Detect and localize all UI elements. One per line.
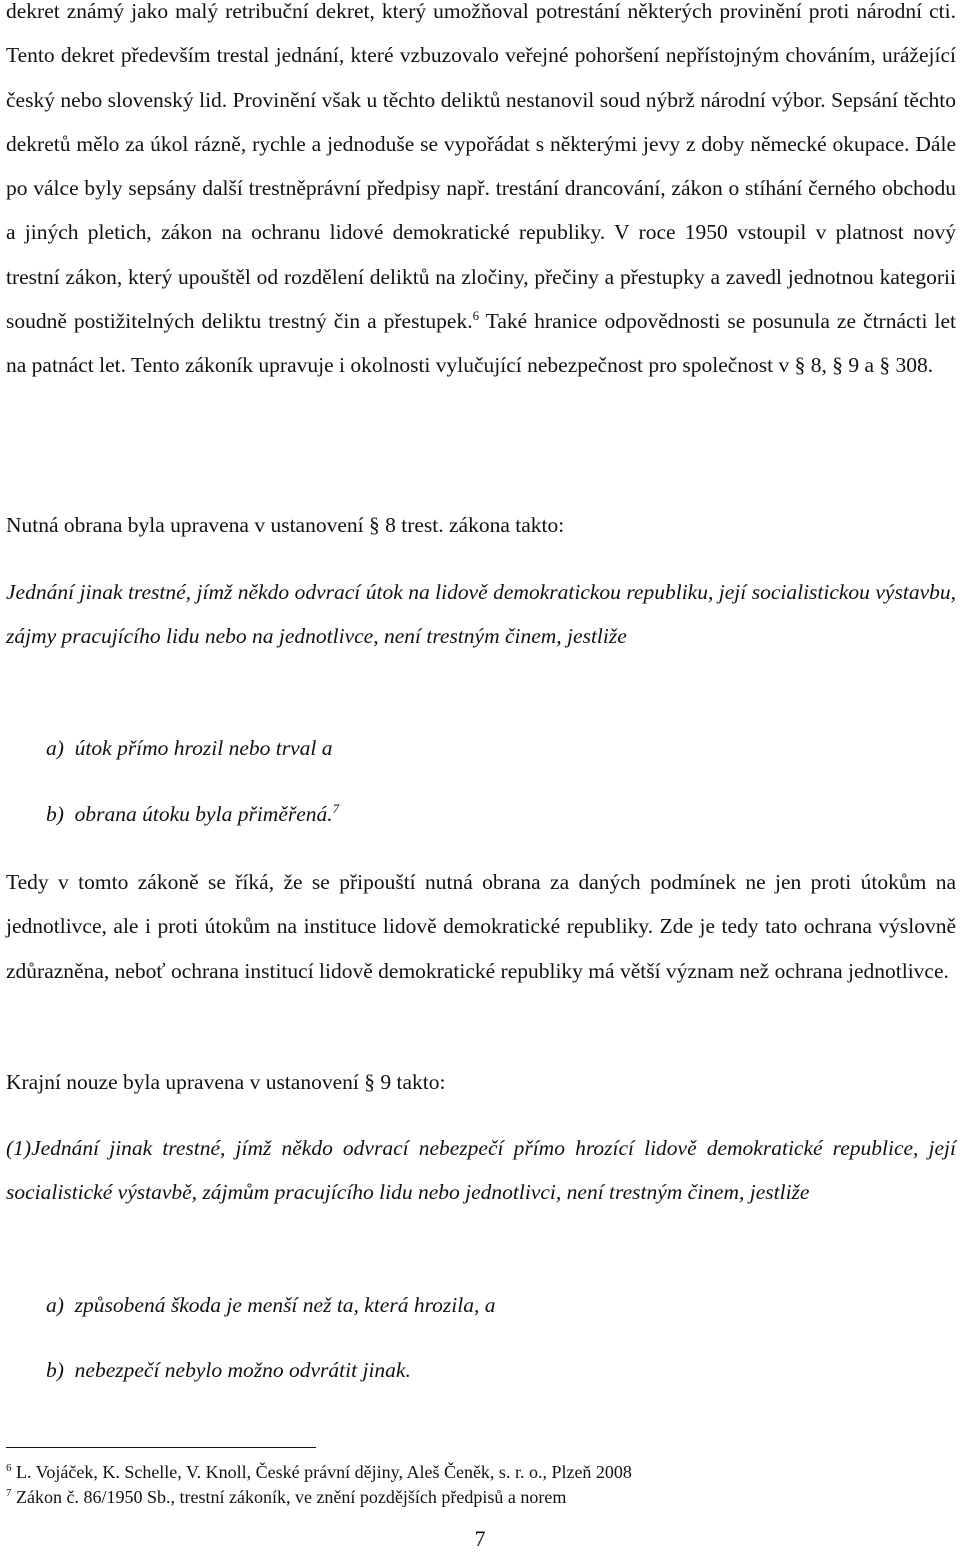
list-item-label: b) — [46, 802, 64, 826]
list-item-text: nebezpečí nebylo možno odvrátit jinak. — [74, 1358, 411, 1382]
page-number: 7 — [474, 1526, 486, 1551]
footnote-6 — [6, 1461, 632, 1483]
list-item-text: útok přímo hrozil nebo trval a — [74, 736, 333, 760]
list-item-label: a) — [46, 736, 64, 760]
list-item-8b — [46, 799, 339, 829]
paragraph-history-text-cont: Také hranice odpovědnosti se posunula ze čtrnácti let na patnáct let. Tento zákoník upravuje i okolnosti vylučující nebezpečnost pro společnost v § 8, § 9 a § 308. — [6, 309, 956, 378]
footnote-ref-7: 7 — [332, 800, 340, 816]
footnote-text: Zákon č. 86/1950 Sb., trestní zákoník, ve znění pozdějších předpisů a norem — [16, 1487, 567, 1507]
footnote-number: 6 — [6, 1462, 12, 1474]
paragraph-krajni-nouze-intro: Krajní nouze byla upravena v ustanovení § 9 takto: — [6, 1070, 446, 1094]
footnote-7 — [6, 1486, 566, 1508]
list-item-text: způsobená škoda je menší než ta, která hrozila, a — [74, 1293, 496, 1317]
list-item-text: obrana útoku byla přiměřená. — [74, 802, 333, 826]
footnote-text: L. Vojáček, K. Schelle, V. Knoll, České právní dějiny, Aleš Čeněk, s. r. o., Plzeň 2008 — [16, 1462, 632, 1482]
paragraph-history — [6, 0, 956, 388]
quote-section-9: (1)Jednání jinak trestné, jímž někdo odvrací nebezpečí přímo hrozící lidově demokratické republice, její socialistické výstavbě, zájmům pracujícího lidu nebo jednotlivci, není trestným činem, jestliže — [6, 1136, 956, 1205]
paragraph-commentary: Tedy v tomto zákoně se říká, že se připouští nutná obrana za daných podmínek ne jen proti útokům na jednotlivce, ale i proti útokům na instituce lidově demokratické republiky. Zde je tedy tato ochrana výslovně zdůrazněna, neboť ochrana institucí lidově demokratické republiky má větší význam než ochrana jednotlivce. — [6, 870, 956, 983]
list-item-9a — [46, 1290, 495, 1320]
footnote-ref-6: 6 — [472, 307, 480, 323]
footnote-number: 7 — [6, 1487, 12, 1499]
list-item-label: b) — [46, 1358, 64, 1382]
footnote-divider — [6, 1447, 316, 1448]
paragraph-nutna-obrana-intro: Nutná obrana byla upravena v ustanovení § 8 trest. zákona takto: — [6, 513, 565, 537]
list-item-label: a) — [46, 1293, 64, 1317]
quote-section-8: Jednání jinak trestné, jímž někdo odvrací útok na lidově demokratickou republiku, její socialistickou výstavbu, zájmy pracujícího lidu nebo na jednotlivce, není trestným činem, jestliže — [6, 580, 956, 649]
paragraph-history-text: dekret známý jako malý retribuční dekret, který umožňoval potrestání některých provinění proti národní cti. Tento dekret především trestal jednání, které vzbuzovalo veřejné pohoršení nepřístojným chováním, urážející český nebo slovenský lid. Provinění však u těchto deliktů nestanovil soud nýbrž národní výbor. Sepsání těchto dekretů mělo za úkol rázně, rychle a jednoduše se vypořádat s některými jevy z doby německé okupace. Dále po válce byly sepsány další trestněprávní předpisy např. trestání drancování, zákon o stíhání černého obchodu a jiných pletich, zákon na ochranu lidové demokratické republiky. V roce 1950 vstoupil v platnost nový trestní zákon, který upouštěl od rozdělení deliktů na zločiny, přečiny a přestupky a zavedl jednotnou kategorii soudně postižitelných deliktu trestný čin a přestupek. — [6, 0, 956, 334]
list-item-9b — [46, 1355, 411, 1385]
list-item-8a — [46, 733, 332, 763]
